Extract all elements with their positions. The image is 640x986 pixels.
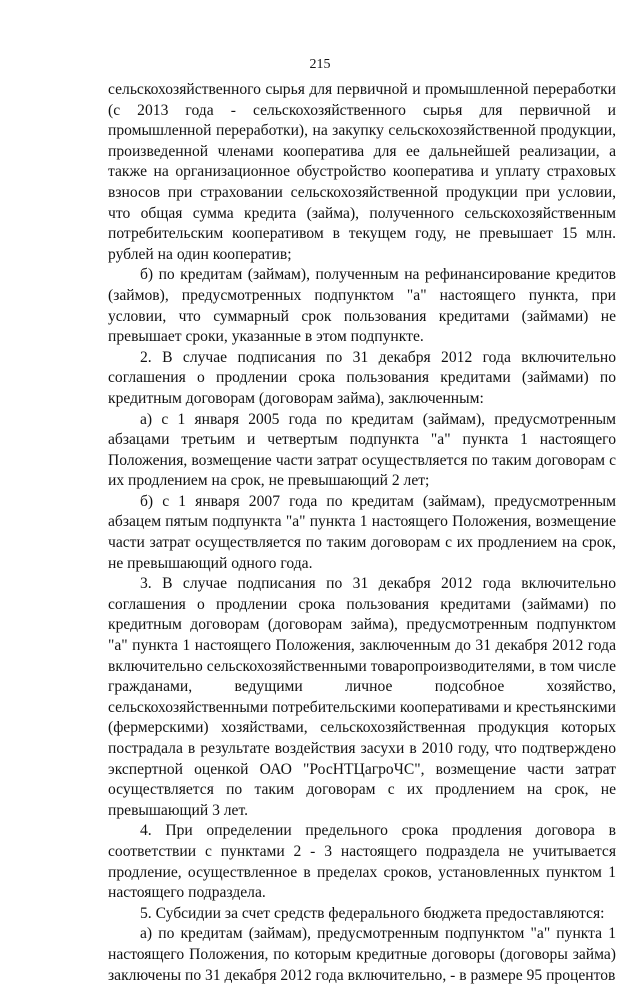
document-body xyxy=(108,80,616,986)
paragraph-5: б) с 1 января 2007 года по кредитам (займам), предусмотренным абзацем пятым подпункта "а" пункта 1 настоящего Положения, возмещение части затрат осуществляется по таким договорам с их продлением на срок, не превышающий одного года. xyxy=(108,492,616,572)
paragraph-2: б) по кредитам (займам), полученным на рефинансирование кредитов (займов), предусмотренных подпунктом "а" настоящего пункта, при условии, что суммарный срок пользования кредитами (займами) не превышает сроки, указанные в этом подпункте. xyxy=(108,266,616,346)
paragraph-9: а) по кредитам (займам), предусмотренным подпунктом "а" пункта 1 настоящего Положения, по которым кредитные договоры (договоры займа) заключены по 31 декабря 2012 года включительно, - в размере 95 процентов xyxy=(108,925,616,984)
paragraph-3: 2. В случае подписания по 31 декабря 2012 года включительно соглашения о продлении срока пользования кредитами (займами) по кредитным договорам (договорам займа), заключенным: xyxy=(108,348,616,407)
paragraph-4: а) с 1 января 2005 года по кредитам (займам), предусмотренным абзацами третьим и четвертым подпункта "а" пункта 1 настоящего Положения, возмещение части затрат осуществляется по таким договорам с их продлением на срок, не превышающий 2 лет; xyxy=(108,410,616,490)
paragraph-6: 3. В случае подписания по 31 декабря 2012 года включительно соглашения о продлении срока пользования кредитами (займами) по кредитным договорам (договорам займа), предусмотренным подпунктом "а" пункта 1 настоящего Положения, заключенным до 31 декабря 2012 года включительно сельскохозяйственными товаропроизводителями, в том числе гражданами, ведущими личное подсобное хозяйство, сельскохозяйственными потребительскими кооперативами и крестьянскими (фермерскими) хозяйствами, сельскохозяйственная продукция которых пострадала в результате воздействия засухи в 2010 году, что подтверждено экспертной оценкой ОАО "РосНТЦагроЧС", возмещение части затрат осуществляется по таким договорам с их продлением на срок, не превышающий 3 лет. xyxy=(108,575,616,819)
page-number: 215 xyxy=(309,57,331,72)
paragraph-1: сельскохозяйственного сырья для первичной и промышленной переработки (с 2013 года - сельскохозяйственного сырья для первичной и промышленной переработки), на закупку сельскохозяйственной продукции, произведенной членами кооператива для ее дальнейшей реализации, а также на организационное обустройство кооператива и уплату страховых взносов при страховании сельскохозяйственной продукции при условии, что общая сумма кредита (займа), полученного сельскохозяйственным потребительским кооперативом в текущем году, не превышает 15 млн. рублей на один кооператив; xyxy=(108,81,616,263)
paragraph-8: 5. Субсидии за счет средств федерального бюджета предоставляются: xyxy=(140,904,605,922)
paragraph-7: 4. При определении предельного срока продления договора в соответствии с пунктами 2 - 3 настоящего подраздела не учитывается продление, осуществленное в пределах сроков, установленных пунктом 1 настоящего подраздела. xyxy=(108,822,616,902)
